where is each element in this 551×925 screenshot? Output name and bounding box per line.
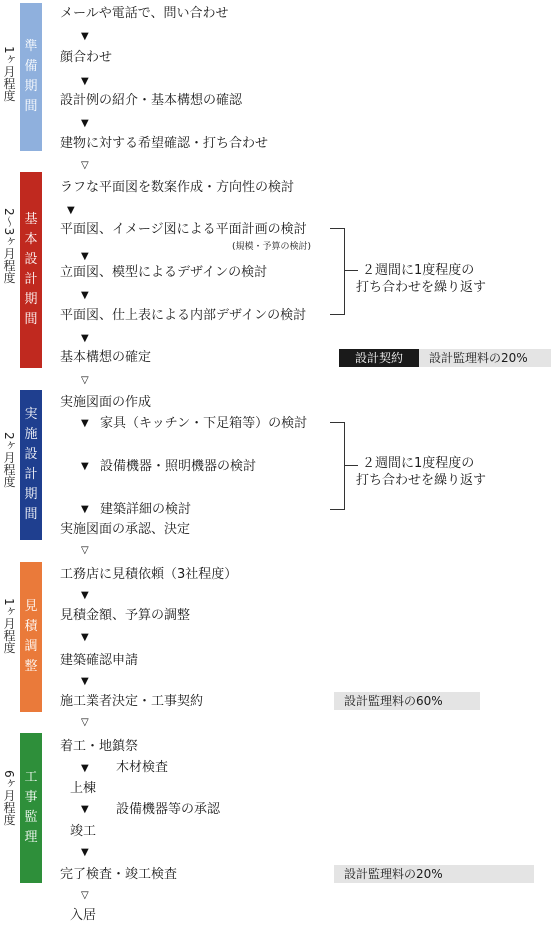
step-concept-check: 設計例の紹介・基本構想の確認 — [60, 93, 243, 108]
phase-char: 間 — [24, 507, 38, 522]
arrow-marker: ▼ — [81, 251, 89, 262]
step-rough-plans: ラフな平面図を数案作成・方向性の検討 — [60, 180, 295, 195]
fee-badge-20-2: 設計監理料の20% — [334, 865, 534, 883]
duration-estimate: 1ヶ月程度 — [2, 598, 16, 654]
bracket-exec — [330, 422, 345, 510]
arrow-marker: ▼ — [81, 804, 89, 815]
fee-badge-20-1: 設計監理料の20% — [419, 349, 551, 367]
fee-badge-60: 設計監理料の60% — [334, 692, 480, 710]
step-inquiry: メールや電話で、問い合わせ — [60, 6, 229, 21]
step-interior-design: 平面図、仕上表による内部デザインの検討 — [60, 308, 307, 323]
phase-char: 調 — [24, 639, 38, 654]
step-equipment: 設備機器・照明機器の検討 — [100, 459, 257, 474]
step-final-inspection: 完了検査・竣工検査 — [60, 867, 178, 882]
arrow-marker: ▼ — [81, 418, 89, 429]
phase-prep — [20, 3, 42, 151]
phase-construction — [20, 733, 42, 883]
step-move-in: 入居 — [70, 908, 97, 923]
phase-char: 事 — [24, 790, 38, 805]
duration-construction: 6ヶ月程度 — [2, 770, 16, 826]
step-completion: 竣工 — [70, 824, 97, 839]
phase-char: 工 — [24, 770, 38, 785]
arrow-marker: ▼ — [81, 590, 89, 601]
arrow-marker: ▼ — [67, 205, 75, 216]
phase-char: 設 — [24, 252, 38, 267]
duration-prep: 1ヶ月程度 — [2, 46, 16, 102]
arrow-marker: ▼ — [81, 632, 89, 643]
duration-basic: 2〜3ヶ月程度 — [2, 208, 16, 284]
step-floor-plan-study: 平面図、イメージ図による平面計画の検討 — [60, 222, 307, 237]
phase-char: 期 — [24, 487, 38, 502]
arrow-marker: ▼ — [81, 118, 89, 129]
bracket-tick — [344, 270, 358, 271]
step-concept-final: 基本構想の確定 — [60, 350, 152, 365]
phase-char: 施 — [24, 427, 38, 442]
phase-char: 基 — [24, 212, 38, 227]
arrow-marker-hollow: ▽ — [81, 545, 89, 556]
arrow-marker: ▼ — [81, 763, 89, 774]
arrow-marker: ▼ — [81, 31, 89, 42]
phase-char: 間 — [24, 99, 38, 114]
step-equipment-approval: 設備機器等の承認 — [116, 802, 221, 817]
phase-char: 理 — [24, 830, 38, 845]
bracket-tick — [344, 465, 358, 466]
phase-char: 積 — [24, 619, 38, 634]
step-wishes: 建物に対する希望確認・打ち合わせ — [60, 136, 269, 151]
phase-char: 期 — [24, 292, 38, 307]
design-contract-badge: 設計契約 — [339, 349, 419, 367]
phase-basic-design — [20, 172, 42, 368]
arrow-marker: ▼ — [81, 76, 89, 87]
phase-char: 準 — [24, 39, 38, 54]
arrow-marker: ▼ — [81, 333, 89, 344]
arrow-marker-hollow: ▽ — [81, 375, 89, 386]
note-exec-line1: ２週間に1度程度の — [362, 456, 475, 471]
step-first-meeting: 顔合わせ — [60, 50, 113, 65]
step-drawing-approval: 実施図面の承認、決定 — [60, 522, 191, 537]
bracket-basic — [330, 228, 345, 315]
phase-char: 整 — [24, 659, 38, 674]
note-basic-line1: ２週間に1度程度の — [362, 263, 475, 278]
phase-char: 見 — [24, 599, 38, 614]
arrow-marker-hollow: ▽ — [81, 717, 89, 728]
arrow-marker-hollow: ▽ — [81, 160, 89, 171]
step-elevation-design: 立面図、模型によるデザインの検討 — [60, 265, 268, 280]
arrow-marker-hollow: ▽ — [81, 890, 89, 901]
step-timber-inspection: 木材検査 — [116, 760, 169, 775]
step-floor-plan-sub: (規模・予算の検討) — [232, 242, 312, 252]
arrow-marker: ▼ — [81, 461, 89, 472]
phase-char: 備 — [24, 59, 38, 74]
arrow-marker: ▼ — [81, 676, 89, 687]
phase-char: 監 — [24, 810, 38, 825]
arrow-marker: ▼ — [81, 290, 89, 301]
step-details: 建築詳細の検討 — [100, 502, 192, 517]
step-building-permit: 建築確認申請 — [60, 653, 139, 668]
arrow-marker: ▼ — [81, 504, 89, 515]
note-basic-line2: 打ち合わせを繰り返す — [356, 280, 487, 295]
step-budget-adjust: 見積金額、予算の調整 — [60, 608, 191, 623]
step-groundbreaking: 着工・地鎮祭 — [60, 739, 139, 754]
step-framing: 上棟 — [70, 781, 97, 796]
arrow-marker: ▼ — [81, 847, 89, 858]
step-furniture: 家具（キッチン・下足箱等）の検討 — [100, 416, 308, 431]
phase-char: 間 — [24, 312, 38, 327]
phase-char: 期 — [24, 79, 38, 94]
phase-char: 本 — [24, 232, 38, 247]
phase-estimate — [20, 562, 42, 712]
phase-execution-design — [20, 390, 42, 540]
duration-exec: 2ヶ月程度 — [2, 432, 16, 488]
phase-char: 計 — [24, 467, 38, 482]
phase-char: 実 — [24, 407, 38, 422]
phase-char: 設 — [24, 447, 38, 462]
step-contractor-contract: 施工業者決定・工事契約 — [60, 694, 204, 709]
phase-char: 計 — [24, 272, 38, 287]
note-exec-line2: 打ち合わせを繰り返す — [356, 473, 487, 488]
step-working-drawings: 実施図面の作成 — [60, 395, 152, 410]
step-quote-request: 工務店に見積依頼（3社程度） — [60, 567, 238, 582]
